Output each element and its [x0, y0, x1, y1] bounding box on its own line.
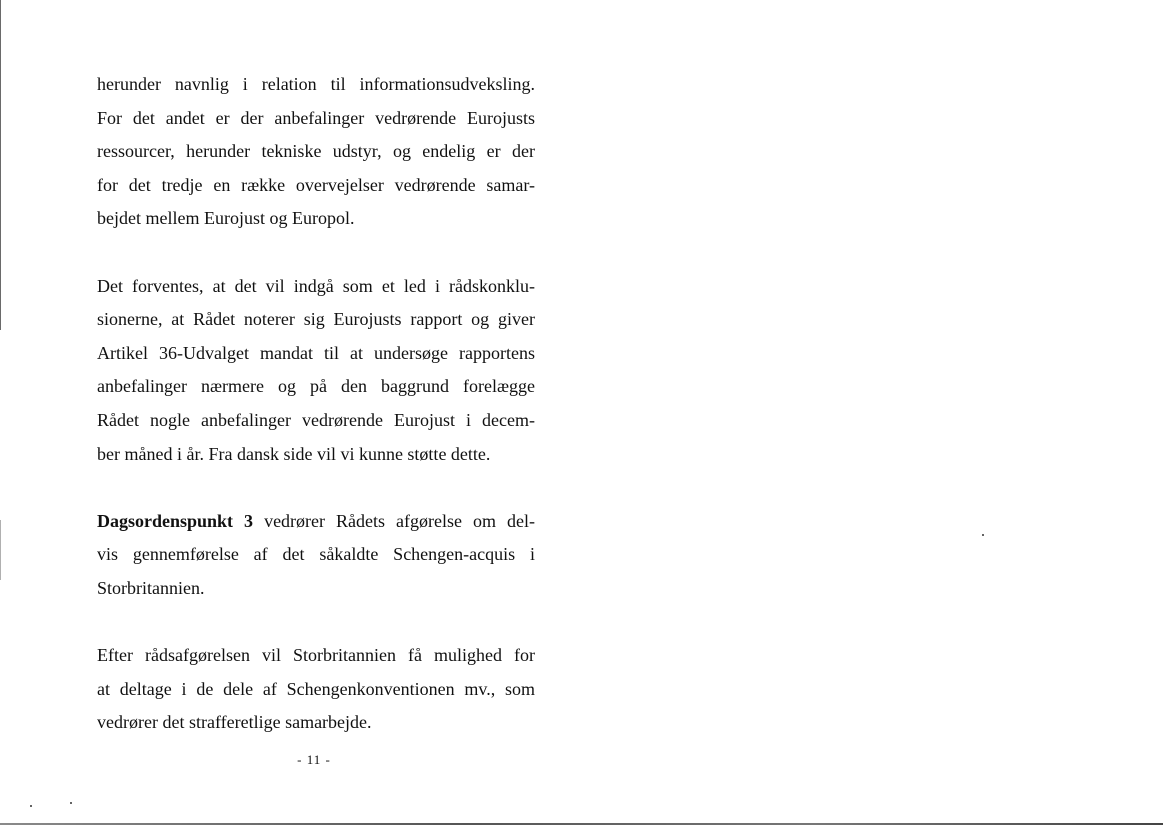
text-line: at deltage i de dele af Schengenkonventionen mv., som [97, 678, 535, 699]
text-column [97, 68, 535, 740]
page-number: - 11 - [297, 752, 331, 767]
paragraph-4 [97, 639, 535, 740]
text-line: vedrører det strafferetlige samarbejde. [97, 712, 372, 733]
scan-edge-left-lower [0, 520, 1, 580]
text-line: ber måned i år. Fra dansk side vil vi kunne støtte dette. [97, 443, 491, 464]
scan-speck [30, 805, 32, 807]
scan-edge-left [0, 0, 1, 330]
scan-bottom-edge [0, 823, 1163, 825]
text-line: Storbritannien. [97, 577, 205, 598]
text-line: bejdet mellem Eurojust og Europol. [97, 208, 355, 229]
paragraph-3 [97, 505, 535, 606]
text-line: anbefalinger nærmere og på den baggrund forelægge [97, 376, 535, 397]
paragraph-gap [97, 471, 535, 505]
scan-speck [70, 802, 72, 804]
paragraph-gap [97, 236, 535, 270]
text-line-rest: vedrører Rådets afgørelse om del- [253, 510, 535, 531]
text-line: vis gennemførelse af det såkaldte Schengen-acquis i [97, 544, 535, 565]
paragraph-gap [97, 606, 535, 640]
agenda-item-label: Dagsordenspunkt 3 [97, 510, 254, 531]
text-line: Artikel 36-Udvalget mandat til at undersøge rapportens [97, 342, 535, 363]
text-line: herunder navnlig i relation til informationsudveksling. [97, 74, 535, 94]
text-line: ressourcer, herunder tekniske udstyr, og endelig er der [97, 141, 535, 162]
scan-speck [982, 534, 984, 536]
text-line: for det tredje en række overvejelser vedrørende samar- [97, 174, 535, 195]
text-line: sionerne, at Rådet noterer sig Eurojusts rapport og giver [97, 309, 535, 330]
paragraph-2 [97, 270, 535, 472]
text-line: Rådet nogle anbefalinger vedrørende Eurojust i decem- [97, 409, 535, 430]
text-line: Det forventes, at det vil indgå som et led i rådskonklu- [97, 275, 535, 296]
text-line: For det andet er der anbefalinger vedrørende Eurojusts [97, 107, 535, 128]
text-line: Efter rådsafgørelsen vil Storbritannien få mulighed for [97, 645, 535, 666]
paragraph-1 [97, 68, 535, 236]
text-line [97, 505, 535, 539]
